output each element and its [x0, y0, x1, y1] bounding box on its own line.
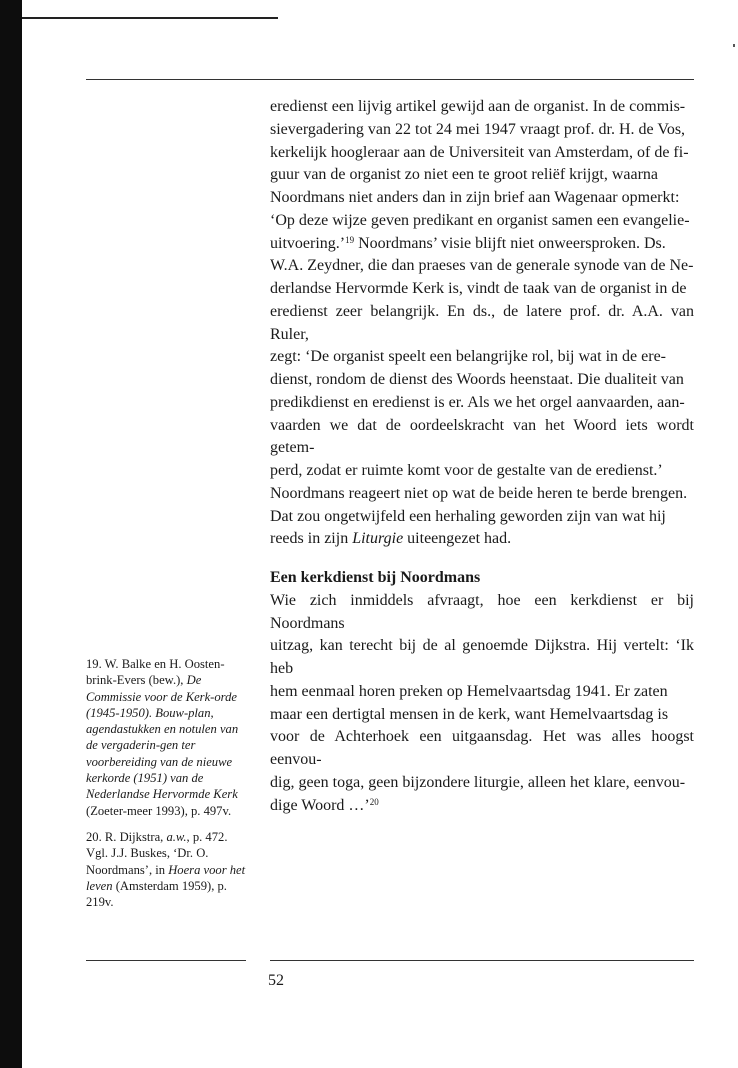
text-line: maar een dertigtal mensen in de kerk, want Hemelvaartsdag is	[270, 705, 669, 723]
text-line: derlandse Hervormde Kerk is, vindt de taak van de organist in de	[270, 280, 687, 297]
footnote-ref-19[interactable]: 19	[345, 234, 355, 245]
footnote-text: 20. R. Dijkstra,	[86, 829, 167, 844]
footnote-19	[86, 656, 248, 819]
text-line: dig, geen toga, geen bijzondere liturgie, alleen het klare, eenvou-	[270, 773, 686, 791]
text-line: W.A. Zeydner, die dan praeses van de generale synode van de Ne-	[270, 257, 694, 275]
paragraph-2	[270, 590, 694, 818]
text-line	[270, 233, 694, 256]
paragraph-1	[270, 96, 694, 551]
text-line: kerkelijk hoogleraar aan de Universiteit van Amsterdam, of de fi-	[270, 143, 689, 161]
footnote-italic-title: De Commissie voor de Kerk-orde (1945-1950). Bouw-plan, agendastukken en notulen van de vergaderin-gen ter voorbereiding van de nieuwe kerkorde (1951) van de Nederlandse Hervormde Kerk	[86, 673, 239, 802]
footnote-italic-title: Hoera voor het leven	[86, 862, 246, 893]
text-line: predikdienst en eredienst is er. Als we het orgel aanvaarden, aan-	[270, 393, 685, 411]
text-line: voor de Achterhoek een uitgaansdag. Het was alles hoogst eenvou-	[270, 728, 694, 768]
text-span: Noordmans’ visie blijft niet onweersproken. Ds.	[354, 234, 666, 252]
footnote-text: 19. W. Balke en H. Oosten-brink-Evers (bew.),	[86, 657, 225, 688]
text-line: perd, zodat er ruimte komt voor de gestalte van de eredienst.’	[270, 462, 663, 479]
text-line	[270, 795, 694, 818]
scan-edge-bar	[0, 0, 22, 1068]
text-line: Wie zich inmiddels afvraagt, hoe een kerkdienst er bij Noordmans	[270, 591, 694, 632]
scan-speck	[733, 44, 735, 47]
italic-title: Liturgie	[352, 530, 404, 548]
footnote-text: , p. 472. Vgl. J.J. Buskes, ‘Dr. O. Noordmans’, in	[86, 829, 228, 877]
text-line: zegt: ‘De organist speelt een belangrijke rol, bij wat in de ere-	[270, 348, 666, 366]
footnote-ref-20[interactable]: 20	[369, 796, 379, 807]
header-rule	[86, 79, 694, 80]
text-line: eredienst zeer belangrijk. En ds., de latere prof. dr. A.A. van Ruler,	[270, 302, 694, 343]
text-line: uitzag, kan terecht bij de al genoemde Dijkstra. Hij vertelt: ‘Ik heb	[270, 637, 694, 677]
text-line: hem eenmaal horen preken op Hemelvaartsdag 1941. Er zaten	[270, 682, 668, 700]
text-line	[270, 528, 694, 551]
footnote-text: (Amsterdam 1959), p. 219v.	[86, 878, 227, 910]
text-line: Noordmans reageert niet op wat de beide heren te berde brengen.	[270, 484, 688, 502]
footnotes-column	[86, 656, 248, 920]
footnote-20	[86, 829, 248, 910]
text-span: reeds in zijn	[270, 530, 353, 548]
footnote-text: (Zoeter-meer 1993), p. 497v.	[86, 803, 232, 818]
text-line: sievergadering van 22 tot 24 mei 1947 vraagt prof. dr. H. de Vos,	[270, 120, 686, 138]
text-line: guur van de organist zo niet een te groot reliëf krijgt, waarna	[270, 166, 659, 184]
main-text-column	[270, 96, 694, 817]
section-heading: Een kerkdienst bij Noordmans	[270, 569, 481, 586]
footer-rule-right	[270, 960, 694, 961]
text-line: Dat zou ongetwijfeld een herhaling geworden zijn van wat hij	[270, 507, 666, 525]
text-line: ‘Op deze wijze geven predikant en organist samen een evangelie-	[270, 211, 690, 229]
text-line: eredienst een lijvig artikel gewijd aan de organist. In de commis-	[270, 98, 686, 115]
page-number: 52	[268, 972, 284, 989]
text-line: Noordmans niet anders dan in zijn brief aan Wagenaar opmerkt:	[270, 189, 680, 206]
top-corner-line	[22, 17, 278, 19]
text-span: uiteengezet had.	[403, 530, 512, 548]
footer-rule-left	[86, 960, 246, 961]
text-line: vaarden we dat de oordeelskracht van het Woord iets wordt getem-	[270, 416, 694, 457]
text-span: uitvoering.’	[270, 234, 346, 252]
footnote-italic: a.w.	[166, 829, 187, 844]
text-span: dige Woord …’	[270, 796, 370, 814]
text-line: dienst, rondom de dienst des Woords heenstaat. Die dualiteit van	[270, 371, 684, 388]
